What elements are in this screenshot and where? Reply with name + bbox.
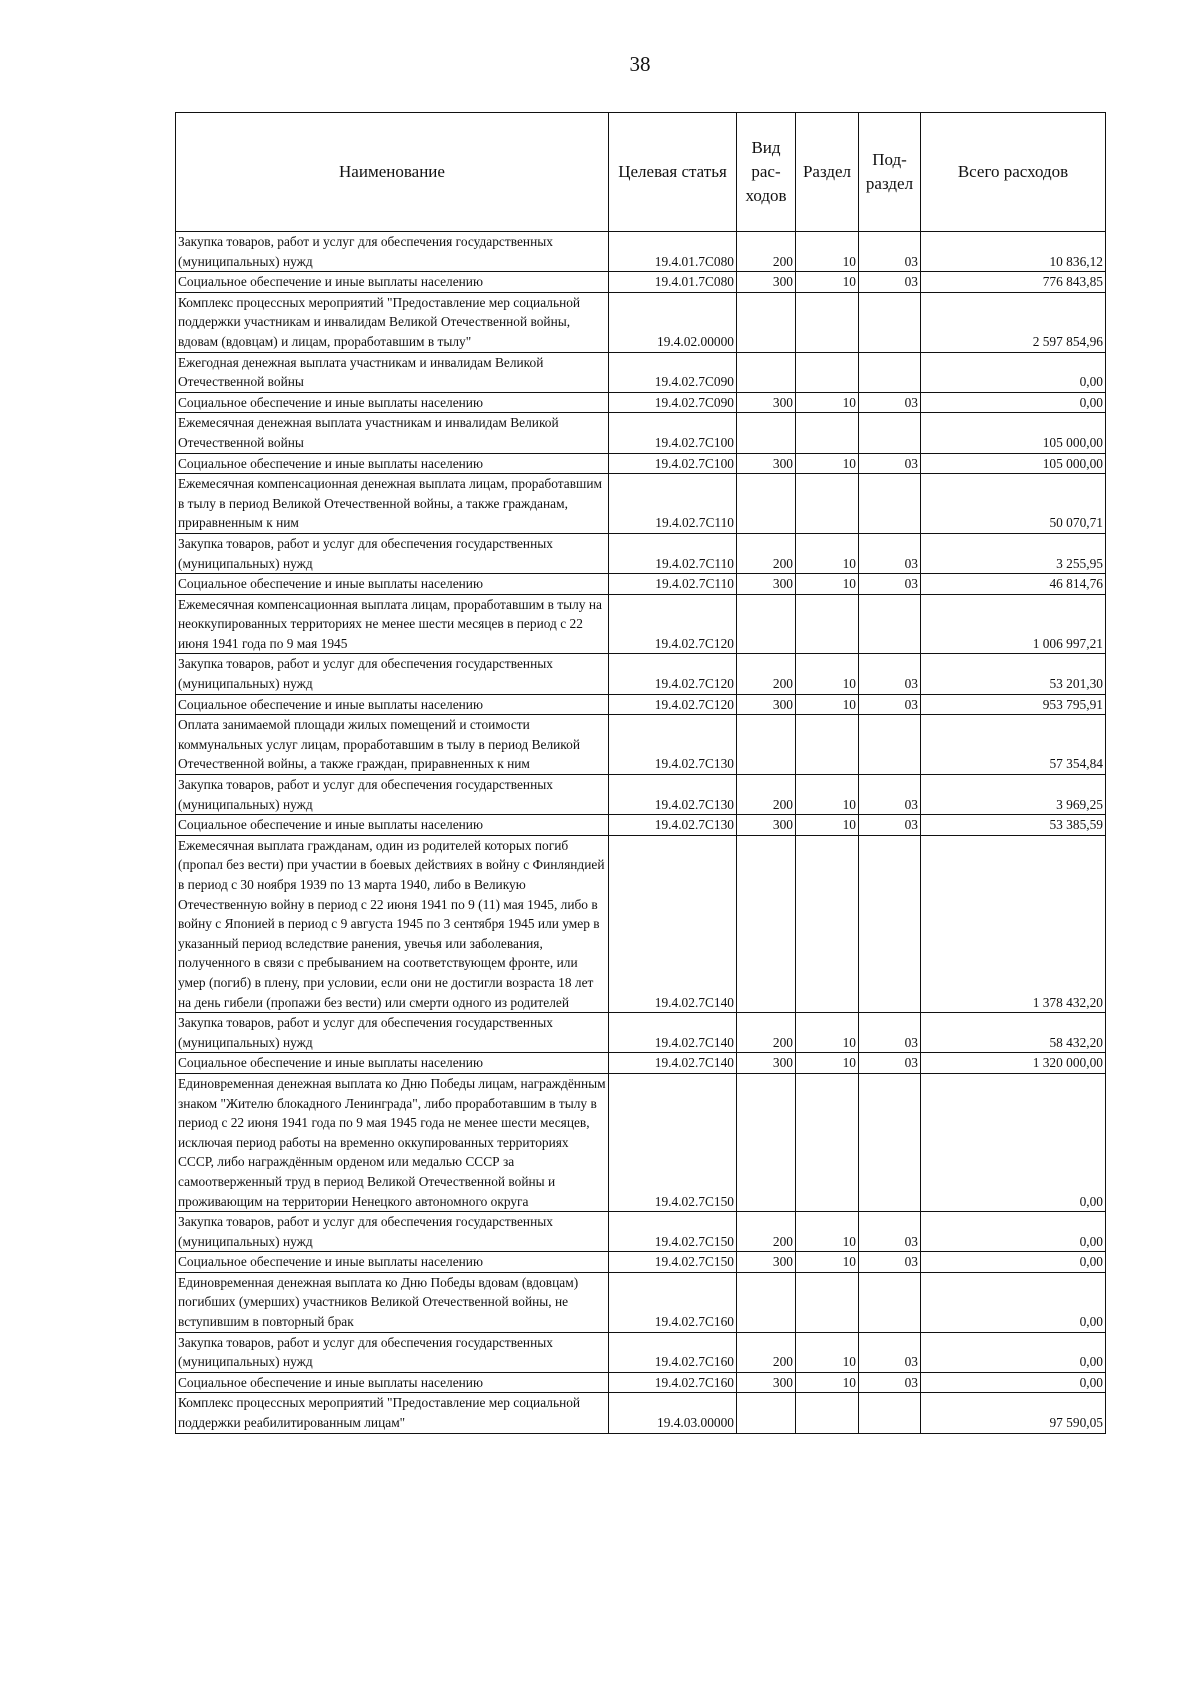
table-row [176,1053,1106,1074]
cell-kind [737,1393,796,1433]
cell-kind: 300 [737,392,796,413]
cell-name: Ежемесячная компенсационная денежная выплата лицам, проработавшим в тылу в период Великой Отечественной войны, а также гражданам, приравненным к ним [176,474,609,534]
table-body [176,232,1106,1434]
cell-target: 19.4.02.7С150 [609,1252,737,1273]
cell-subsection: 03 [859,1013,921,1053]
header-name: Наименование [176,113,609,232]
cell-target: 19.4.02.7С130 [609,775,737,815]
cell-subsection: 03 [859,775,921,815]
cell-name: Социальное обеспечение и иные выплаты населению [176,815,609,836]
cell-kind [737,715,796,775]
table-row [176,272,1106,293]
cell-name: Ежемесячная выплата гражданам, один из родителей которых погиб (пропал без вести) при участии в боевых действиях в войну с Финляндией в период с 30 ноября 1939 по 13 марта 1940, либо в Великую Отечественную войну в период с 22 июня 1941 по 9 (11) мая 1945, либо в войну с Японией в период с 9 августа 1945 по 3 сентября 1945 или умер в указанный период вследствие ранения, увечья или заболевания, полученного в связи с пребыванием на соответствующем фронте, или умер (погиб) в плену, при условии, если они не достигли возраста 18 лет на день гибели (пропажи без вести) или смерти одного из родителей [176,835,609,1012]
cell-total: 97 590,05 [921,1393,1106,1433]
cell-kind: 300 [737,815,796,836]
cell-name: Ежемесячная компенсационная выплата лицам, проработавшим в тылу на неоккупированных территориях не менее шести месяцев в период с 22 июня 1941 года по 9 мая 1945 [176,594,609,654]
budget-table [175,112,1106,1434]
table-row [176,1332,1106,1372]
cell-total: 3 969,25 [921,775,1106,815]
cell-section: 10 [796,1053,859,1074]
cell-total: 2 597 854,96 [921,292,1106,352]
table-row [176,1272,1106,1332]
cell-section [796,1073,859,1211]
table-row [176,815,1106,836]
cell-kind [737,474,796,534]
cell-total: 105 000,00 [921,413,1106,453]
cell-total: 58 432,20 [921,1013,1106,1053]
cell-subsection: 03 [859,1332,921,1372]
header-target: Целевая статья [609,113,737,232]
cell-section: 10 [796,775,859,815]
cell-kind: 200 [737,1013,796,1053]
table-row [176,594,1106,654]
cell-name: Социальное обеспечение и иные выплаты населению [176,1053,609,1074]
cell-total: 953 795,91 [921,694,1106,715]
cell-kind: 300 [737,1053,796,1074]
cell-target: 19.4.02.7С160 [609,1332,737,1372]
cell-subsection [859,594,921,654]
table-row [176,453,1106,474]
table-row [176,715,1106,775]
cell-total: 57 354,84 [921,715,1106,775]
cell-section [796,292,859,352]
cell-target: 19.4.02.7С100 [609,413,737,453]
cell-name: Социальное обеспечение и иные выплаты населению [176,1252,609,1273]
cell-subsection: 03 [859,1212,921,1252]
cell-kind: 300 [737,1252,796,1273]
cell-target: 19.4.02.7С110 [609,574,737,595]
table-row [176,352,1106,392]
cell-target: 19.4.02.7С120 [609,594,737,654]
cell-section [796,1393,859,1433]
cell-kind: 300 [737,694,796,715]
cell-total: 0,00 [921,1212,1106,1252]
cell-name: Социальное обеспечение и иные выплаты населению [176,574,609,595]
cell-target: 19.4.02.7С160 [609,1372,737,1393]
cell-target: 19.4.03.00000 [609,1393,737,1433]
cell-kind: 300 [737,272,796,293]
cell-total: 105 000,00 [921,453,1106,474]
cell-target: 19.4.01.7С080 [609,272,737,293]
cell-total: 46 814,76 [921,574,1106,595]
cell-target: 19.4.02.7С140 [609,1053,737,1074]
table-row [176,533,1106,573]
page-number: 38 [629,52,651,76]
cell-name: Социальное обеспечение и иные выплаты населению [176,1372,609,1393]
cell-name: Закупка товаров, работ и услуг для обеспечения государственных (муниципальных) нужд [176,1212,609,1252]
cell-section [796,594,859,654]
table-row [176,232,1106,272]
table-header-row [176,113,1106,232]
cell-section: 10 [796,694,859,715]
cell-section: 10 [796,654,859,694]
cell-kind [737,352,796,392]
table-row [176,1393,1106,1433]
cell-section: 10 [796,1212,859,1252]
cell-total: 0,00 [921,1332,1106,1372]
cell-subsection [859,352,921,392]
cell-kind: 200 [737,775,796,815]
cell-section [796,413,859,453]
table-row [176,292,1106,352]
cell-section: 10 [796,232,859,272]
cell-name: Закупка товаров, работ и услуг для обеспечения государственных (муниципальных) нужд [176,1013,609,1053]
cell-section: 10 [796,815,859,836]
cell-subsection: 03 [859,533,921,573]
cell-total: 0,00 [921,1073,1106,1211]
cell-section: 10 [796,1013,859,1053]
cell-name: Социальное обеспечение и иные выплаты населению [176,392,609,413]
table-row [176,1252,1106,1273]
cell-target: 19.4.02.7С120 [609,654,737,694]
cell-target: 19.4.02.00000 [609,292,737,352]
cell-kind [737,594,796,654]
cell-total: 3 255,95 [921,533,1106,573]
cell-subsection: 03 [859,654,921,694]
cell-target: 19.4.02.7С150 [609,1212,737,1252]
cell-kind [737,413,796,453]
cell-section [796,352,859,392]
cell-subsection: 03 [859,232,921,272]
cell-subsection [859,292,921,352]
cell-total: 50 070,71 [921,474,1106,534]
cell-kind [737,1272,796,1332]
cell-name: Социальное обеспечение и иные выплаты населению [176,272,609,293]
cell-name: Комплекс процессных мероприятий "Предоставление мер социальной поддержки участникам и инвалидам Великой Отечественной войны, вдовам (вдовцам) и лицам, проработавшим в тылу" [176,292,609,352]
cell-target: 19.4.02.7С130 [609,815,737,836]
cell-total: 0,00 [921,352,1106,392]
table-row [176,392,1106,413]
cell-name: Единовременная денежная выплата ко Дню Победы вдовам (вдовцам) погибших (умерших) участников Великой Отечественной войны, не вступившим в повторный брак [176,1272,609,1332]
cell-name: Ежемесячная денежная выплата участникам и инвалидам Великой Отечественной войны [176,413,609,453]
cell-subsection [859,835,921,1012]
cell-name: Закупка товаров, работ и услуг для обеспечения государственных (муниципальных) нужд [176,232,609,272]
cell-subsection: 03 [859,453,921,474]
header-total: Всего расходов [921,113,1106,232]
cell-target: 19.4.02.7С090 [609,392,737,413]
cell-subsection: 03 [859,272,921,293]
cell-section [796,474,859,534]
header-kind: Вид рас- ходов [737,113,796,232]
cell-name: Социальное обеспечение и иные выплаты населению [176,694,609,715]
cell-kind [737,835,796,1012]
table-row [176,654,1106,694]
cell-kind: 300 [737,1372,796,1393]
table-row [176,574,1106,595]
cell-target: 19.4.02.7С110 [609,533,737,573]
cell-name: Закупка товаров, работ и услуг для обеспечения государственных (муниципальных) нужд [176,1332,609,1372]
cell-total: 0,00 [921,1372,1106,1393]
table-row [176,474,1106,534]
cell-subsection [859,474,921,534]
cell-section [796,1272,859,1332]
cell-kind [737,1073,796,1211]
cell-target: 19.4.02.7С140 [609,835,737,1012]
cell-subsection: 03 [859,694,921,715]
cell-subsection [859,1073,921,1211]
cell-name: Комплекс процессных мероприятий "Предоставление мер социальной поддержки реабилитированным лицам" [176,1393,609,1433]
cell-section: 10 [796,272,859,293]
cell-target: 19.4.02.7С100 [609,453,737,474]
cell-total: 776 843,85 [921,272,1106,293]
table-row [176,694,1106,715]
cell-name: Ежегодная денежная выплата участникам и инвалидам Великой Отечественной войны [176,352,609,392]
cell-total: 0,00 [921,392,1106,413]
table-row [176,835,1106,1012]
cell-kind: 300 [737,453,796,474]
cell-target: 19.4.01.7С080 [609,232,737,272]
table-row [176,1013,1106,1053]
cell-subsection: 03 [859,1372,921,1393]
cell-subsection [859,413,921,453]
cell-target: 19.4.02.7С090 [609,352,737,392]
cell-subsection: 03 [859,815,921,836]
cell-target: 19.4.02.7С120 [609,694,737,715]
table-row [176,775,1106,815]
cell-target: 19.4.02.7С140 [609,1013,737,1053]
cell-total: 10 836,12 [921,232,1106,272]
table-row [176,1073,1106,1211]
cell-target: 19.4.02.7С160 [609,1272,737,1332]
cell-subsection [859,1272,921,1332]
cell-kind: 200 [737,1212,796,1252]
cell-kind: 200 [737,654,796,694]
cell-total: 53 385,59 [921,815,1106,836]
cell-kind: 200 [737,533,796,573]
cell-section: 10 [796,1372,859,1393]
cell-section: 10 [796,533,859,573]
cell-subsection [859,1393,921,1433]
cell-name: Закупка товаров, работ и услуг для обеспечения государственных (муниципальных) нужд [176,775,609,815]
header-subsection: Под- раздел [859,113,921,232]
cell-target: 19.4.02.7С110 [609,474,737,534]
cell-total: 1 320 000,00 [921,1053,1106,1074]
cell-subsection [859,715,921,775]
header-section: Раздел [796,113,859,232]
cell-subsection: 03 [859,1252,921,1273]
cell-name: Социальное обеспечение и иные выплаты населению [176,453,609,474]
cell-total: 53 201,30 [921,654,1106,694]
cell-section [796,835,859,1012]
cell-section: 10 [796,1252,859,1273]
cell-kind [737,292,796,352]
cell-name: Единовременная денежная выплата ко Дню Победы лицам, награждённым знаком "Жителю блокадного Ленинграда", либо проработавшим в тылу в период с 22 июня 1941 года по 9 мая 1945 года не менее шести месяцев, исключая период работы на временно оккупированных территориях СССР, либо награждённым орденом или медалью СССР за самоотверженный труд в период Великой Отечественной войны и проживающим на территории Ненецкого автономного округа [176,1073,609,1211]
cell-name: Закупка товаров, работ и услуг для обеспечения государственных (муниципальных) нужд [176,533,609,573]
cell-target: 19.4.02.7С130 [609,715,737,775]
cell-name: Закупка товаров, работ и услуг для обеспечения государственных (муниципальных) нужд [176,654,609,694]
table-row [176,1212,1106,1252]
cell-subsection: 03 [859,1053,921,1074]
table-row [176,413,1106,453]
cell-section [796,715,859,775]
cell-subsection: 03 [859,392,921,413]
cell-subsection: 03 [859,574,921,595]
cell-section: 10 [796,574,859,595]
cell-target: 19.4.02.7С150 [609,1073,737,1211]
cell-section: 10 [796,392,859,413]
table-row [176,1372,1106,1393]
cell-kind: 200 [737,232,796,272]
cell-kind: 300 [737,574,796,595]
cell-total: 1 006 997,21 [921,594,1106,654]
cell-name: Оплата занимаемой площади жилых помещений и стоимости коммунальных услуг лицам, проработавшим в тылу в период Великой Отечественной войны, а также граждан, приравненных к ним [176,715,609,775]
cell-total: 0,00 [921,1272,1106,1332]
cell-section: 10 [796,453,859,474]
cell-section: 10 [796,1332,859,1372]
cell-total: 0,00 [921,1252,1106,1273]
cell-total: 1 378 432,20 [921,835,1106,1012]
cell-kind: 200 [737,1332,796,1372]
